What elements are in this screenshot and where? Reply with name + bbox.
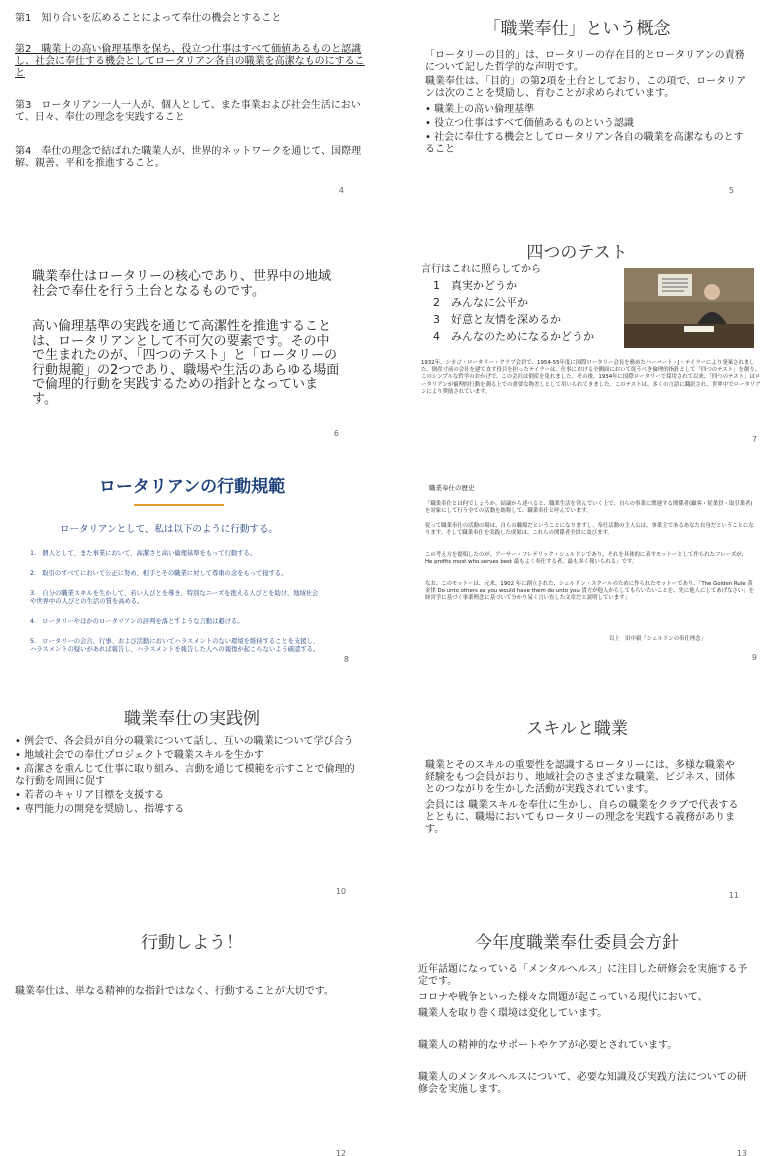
bullet-list: [15, 736, 360, 818]
intro-text: 言行はこれに照らしてから: [421, 264, 541, 275]
slide-title: 今年度職業奉仕委員会方針: [475, 933, 679, 953]
code-item: 4. ロータリーやほかのロータリアンの評判を落とすような言動は避ける。: [30, 618, 244, 625]
body-text: 職業人のメンタルヘルスについて、必要な知識及び実践方法についての研修会を実施します。: [418, 1072, 747, 1095]
body-text: この考え方を提唱したのが、アーサー・フレデリック・シェルドンであり、それを具体的に表すモットーとして作られたフレーズが、 He profits most who serves best 最もよく奉仕する者、最も多く報いられる」です。: [425, 552, 747, 566]
page-number: 10: [335, 887, 346, 896]
body-text: 「ロータリーの目的」は、ロータリーの存在目的とロータリアンの責務について記した哲学的な声明です。: [425, 50, 745, 73]
page-number: 5: [728, 186, 734, 195]
slide-5: [385, 0, 769, 230]
body-text: 職業とそのスキルの重要性を認識するロータリーには、多様な職業や経験をもつ会員がおり、地域社会のさまざまな職業、ビジネス、団体とのつながりを生かした活動が実践されています。: [425, 760, 735, 795]
slide-title: スキルと職業: [526, 719, 628, 739]
list-item: • 専門能力の開発を奨励し、指導する: [15, 804, 360, 816]
slide-6: [0, 236, 384, 466]
body-text: コロナや戦争といった様々な問題が起こっている現代において、: [418, 992, 708, 1003]
slide-9: [385, 466, 769, 696]
title-underline: [134, 504, 224, 506]
herbert-taylor-photo: [624, 268, 754, 348]
body-text: 高い倫理基準の実践を通じて高潔性を推進することは、ロータリアンとして不可欠の要素です。その中で生まれたのが、「四つのテスト」と「ロータリーの行動規範」の2つであり、職場や生活のあらゆる場面で倫理的行動を実践するための指針となっています。: [32, 319, 340, 407]
page-number: 12: [335, 1149, 346, 1156]
source-note: 以上 田中毅「シェルドンの奉仕理念」: [609, 636, 706, 642]
slide-8: [0, 466, 384, 696]
objective-3: 第3 ロータリアン一人一人が、個人として、また事業および社会生活において、日々、奉仕の理念を実践すること: [15, 100, 361, 123]
caption: 1932年、シカゴ・ロータリー・クラブ会員で、1954-55年度に国際ロータリー会長を務めたハーバート・J・テイラーにより発案されました。倒産寸前の会社を建て直す役目を担ったテイラーは、仕事における全側面において従うべき倫理的指針として「四つのテスト」を創り、このシンプルな哲学のおかげで、この会社は倒産を免れました。その後、1934年に国際ロータリーで採用されて以来、「四つのテスト」はロータリアンが倫理的行動を測る上での重要な物差しとして用いられてきました。このテストは、多くの言語に翻訳され、世界中でロータリアンにより奨励されています。: [421, 360, 761, 395]
page-number: 7: [751, 435, 757, 444]
list-item: • 役立つ仕事はすべて価値あるものという認識: [425, 118, 745, 130]
slide-title: ロータリアンの行動規範: [98, 477, 286, 497]
list-item: • 社会に奉仕する機会としてロータリアン各自の職業を高潔なものとすること: [425, 132, 745, 156]
slide-10: [0, 696, 384, 926]
body-text: 近年話題になっている「メンタルヘルス」に注目した研修会を実施する予定です。: [418, 964, 748, 987]
slide-13: [385, 926, 769, 1156]
slide-title: 四つのテスト: [526, 243, 628, 263]
body-text: なお、このモットーは、元来、1902 年に創立された、シェルドン・スクールのために作られたモットーであり、「The Golden Rule 黄金律 Do unto others as you would have them do unto you 貴方が他人からしてもらいたいことを、先に他人にしてあげなさい」を経営学に基づく事業理念に基づいて分かり易く言い直した文章だと説明しています」: [425, 581, 754, 602]
body-text: 職業奉仕は、「目的」の第2項を土台としており、この項で、ロータリアンは次のことを奨励し、育むことが求められています。: [425, 76, 747, 99]
objective-2: 第2 職業上の高い倫理基準を保ち、役立つ仕事はすべて価値あるものと認識し、社会に奉仕する機会としてロータリアン各自の職業を高潔なものにすること: [15, 44, 365, 79]
slide-4: [0, 0, 384, 230]
test-item: 1 真実かどうか: [433, 279, 517, 292]
slide-title: 職業奉仕の実践例: [124, 709, 260, 729]
list-item: • 若者のキャリア目標を支援する: [15, 790, 360, 802]
test-item: 3 好意と友情を深めるか: [433, 313, 561, 326]
body-text: 会員には 職業スキルを奉仕に生かし、自らの職業をクラブで代表するとともに、職場においてもロータリーの理念を実践する義務があります。: [425, 800, 739, 835]
page-number: 8: [343, 655, 349, 664]
list-item: • 高潔さを重んじて仕事に取り組み、言動を通じて模範を示すことで倫理的な行動を周囲に促す: [15, 764, 360, 788]
page-number: 4: [338, 186, 344, 195]
list-item: • 例会で、各会員が自分の職業について話し、互いの職業について学び合う: [15, 736, 360, 748]
objective-4: 第4 奉仕の理念で結ばれた職業人が、世界的ネットワークを通じて、国際理解、親善、平和を推進すること。: [15, 146, 362, 169]
code-item: 1. 個人として、また事業において、高潔さと高い倫理基準をもって行動する。: [30, 550, 257, 557]
code-item: 2. 取引のすべてにおいて公正に努め、相手とその職業に対して尊重の念をもって接する。: [30, 570, 288, 577]
code-item: 3. 自分の職業スキルを生かして、若い人びとを導き、特別なニーズを抱える人びとを助け、地域社会や世界中の人びとの生活の質を高める。: [30, 590, 319, 605]
body-text: 職業人を取り巻く環境は変化しています。: [418, 1008, 608, 1019]
test-item: 2 みんなに公平か: [433, 296, 528, 309]
slide-title: 「職業奉仕」という概念: [483, 19, 671, 39]
list-item: • 職業上の高い倫理基準: [425, 104, 745, 116]
slide-12: [0, 926, 384, 1156]
slide-title: 行動しよう！: [141, 933, 243, 953]
page-number: 6: [333, 429, 339, 438]
body-text: 「職業奉仕とは何でしょうか。結論から述べると、職業生活を営んでいく上で、自らの事業に関連する関係者(顧客・従業員・取引業者)を対象にして行う全ての活動を総称して、職業奉仕と呼んでいます。: [425, 501, 753, 515]
page-number: 13: [736, 1149, 747, 1156]
slide-11: [385, 696, 769, 926]
bullet-list: [425, 104, 745, 158]
page-number: 11: [728, 891, 739, 900]
body-text: 職業奉仕はロータリーの核心であり、世界中の地域社会で奉仕を行う土台となるものです。: [32, 269, 332, 299]
intro-text: ロータリアンとして、私は以下のように行動する。: [60, 524, 278, 535]
objective-1: 第1 知り合いを広めることによって奉仕の機会とすること: [15, 13, 282, 24]
heading: 職業奉仕の歴史: [429, 484, 475, 492]
body-text: 職業人の精神的なサポートやケアが必要とされています。: [418, 1040, 678, 1051]
page-number: 9: [751, 653, 757, 662]
body-text: 従って職業奉仕の活動の場は、自らの職場だということになりますし、奉仕活動の主人公は、事業主であるあなた自身だということになります。そして職業奉仕を実践した成果は、これらの関係者全員に及びます。: [425, 523, 754, 537]
list-item: • 地域社会での奉仕プロジェクトで職業スキルを生かす: [15, 750, 360, 762]
test-item: 4 みんなのためになるかどうか: [433, 330, 594, 343]
code-item: 5. ロータリーの会合、行事、および活動においてハラスメントのない環境を維持することを支援し、ハラスメントの疑いがあれば報告し、ハラスメントを報告した人への報復が起こらないよう確認する。: [30, 638, 320, 653]
body-text: 職業奉仕は、単なる精神的な指針ではなく、行動することが大切です。: [15, 986, 334, 997]
